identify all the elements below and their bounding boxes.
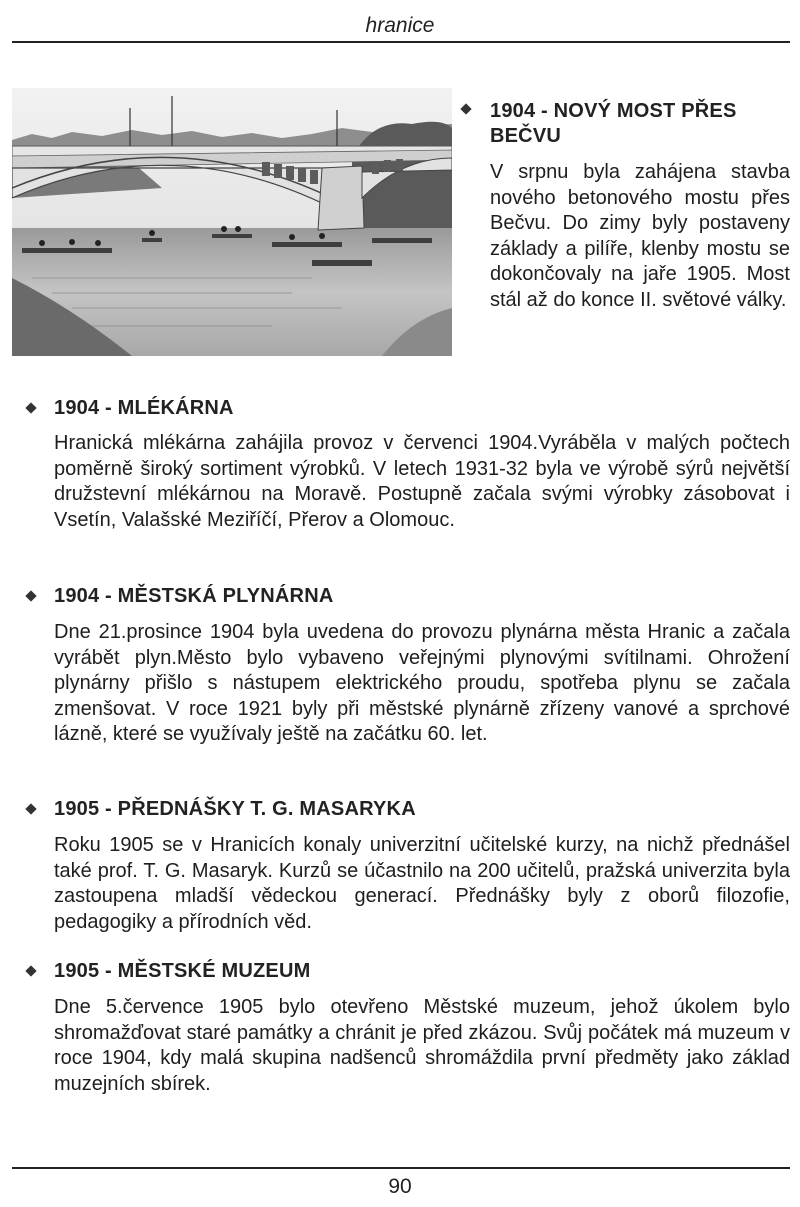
section-text: Roku 1905 se v Hranicích konaly univerzitní učitelské kurzy, na nichž přednášel také prof. T. G. Masaryk. Kurzů se účastnilo na 200 učitelů, pražská univerzita byla zastoupena mladší vědeckou generací. Přednášky byly z oborů filozofie, pedagogiky a přírodních věd. (54, 834, 790, 933)
bridge-photo (12, 88, 452, 356)
section-heading: 1905 - MĚSTSKÉ MUZEUM (54, 960, 311, 982)
running-header: hranice (365, 14, 435, 37)
bridge-photo-drawing (12, 88, 452, 356)
bullet-icon (25, 402, 36, 413)
section-heading: 1905 - PŘEDNÁŠKY T. G. MASARYKA (54, 798, 416, 820)
section-text: Hranická mlékárna zahájila provoz v červenci 1904.Vyráběla v malých počtech poměrně široký sortiment výrobků. V letech 1931-32 byla ve výrobě sýrů největší družstevní mlékárnou na Moravě. Postupně začala svými výrobky zásobovat i Vsetín, Valašské Meziříčí, Přerov a Olomouc. (54, 432, 790, 531)
bullet-icon (25, 803, 36, 814)
section-heading: 1904 - MLÉKÁRNA (54, 397, 234, 419)
page-number: 90 (388, 1175, 412, 1198)
bullet-icon (460, 103, 471, 114)
section-text: Dne 21.prosince 1904 byla uvedena do provozu plynárna města Hranic a začala vyrábět plyn.Město bylo vybaveno veřejnými plynovými svítilnami. Ohrožení plynárny přišlo s nástupem elektrického proudu, spotřeba plynu se začala zmenšovat. V roce 1921 byly při městské plynárně zřízeny vanové a sprchové lázně, které se využívaly ještě na začátku 60. let. (54, 621, 790, 745)
section-text: Dne 5.července 1905 bylo otevřeno Městské muzeum, jehož úkolem bylo shromažďovat staré památky a chránit je před zkázou. Svůj počátek má muzeum v roce 1904, kdy malá skupina nadšenců shromáždila první předměty jako základ muzejních sbírek. (54, 996, 790, 1095)
section-text: V srpnu byla zahájena stavba nového betonového mostu přes Bečvu. Do zimy byly postaveny základy a pilíře, klenby mostu se dokončovaly na jaře 1905. Most stál až do konce II. světové války. (490, 161, 790, 311)
footer-rule (12, 1167, 790, 1169)
section-heading: 1904 - MĚSTSKÁ PLYNÁRNA (54, 585, 334, 607)
bullet-icon (25, 965, 36, 976)
section-heading: 1904 - NOVÝ MOST PŘES BEČVU (490, 100, 737, 147)
header-rule (12, 41, 790, 43)
bullet-icon (25, 590, 36, 601)
